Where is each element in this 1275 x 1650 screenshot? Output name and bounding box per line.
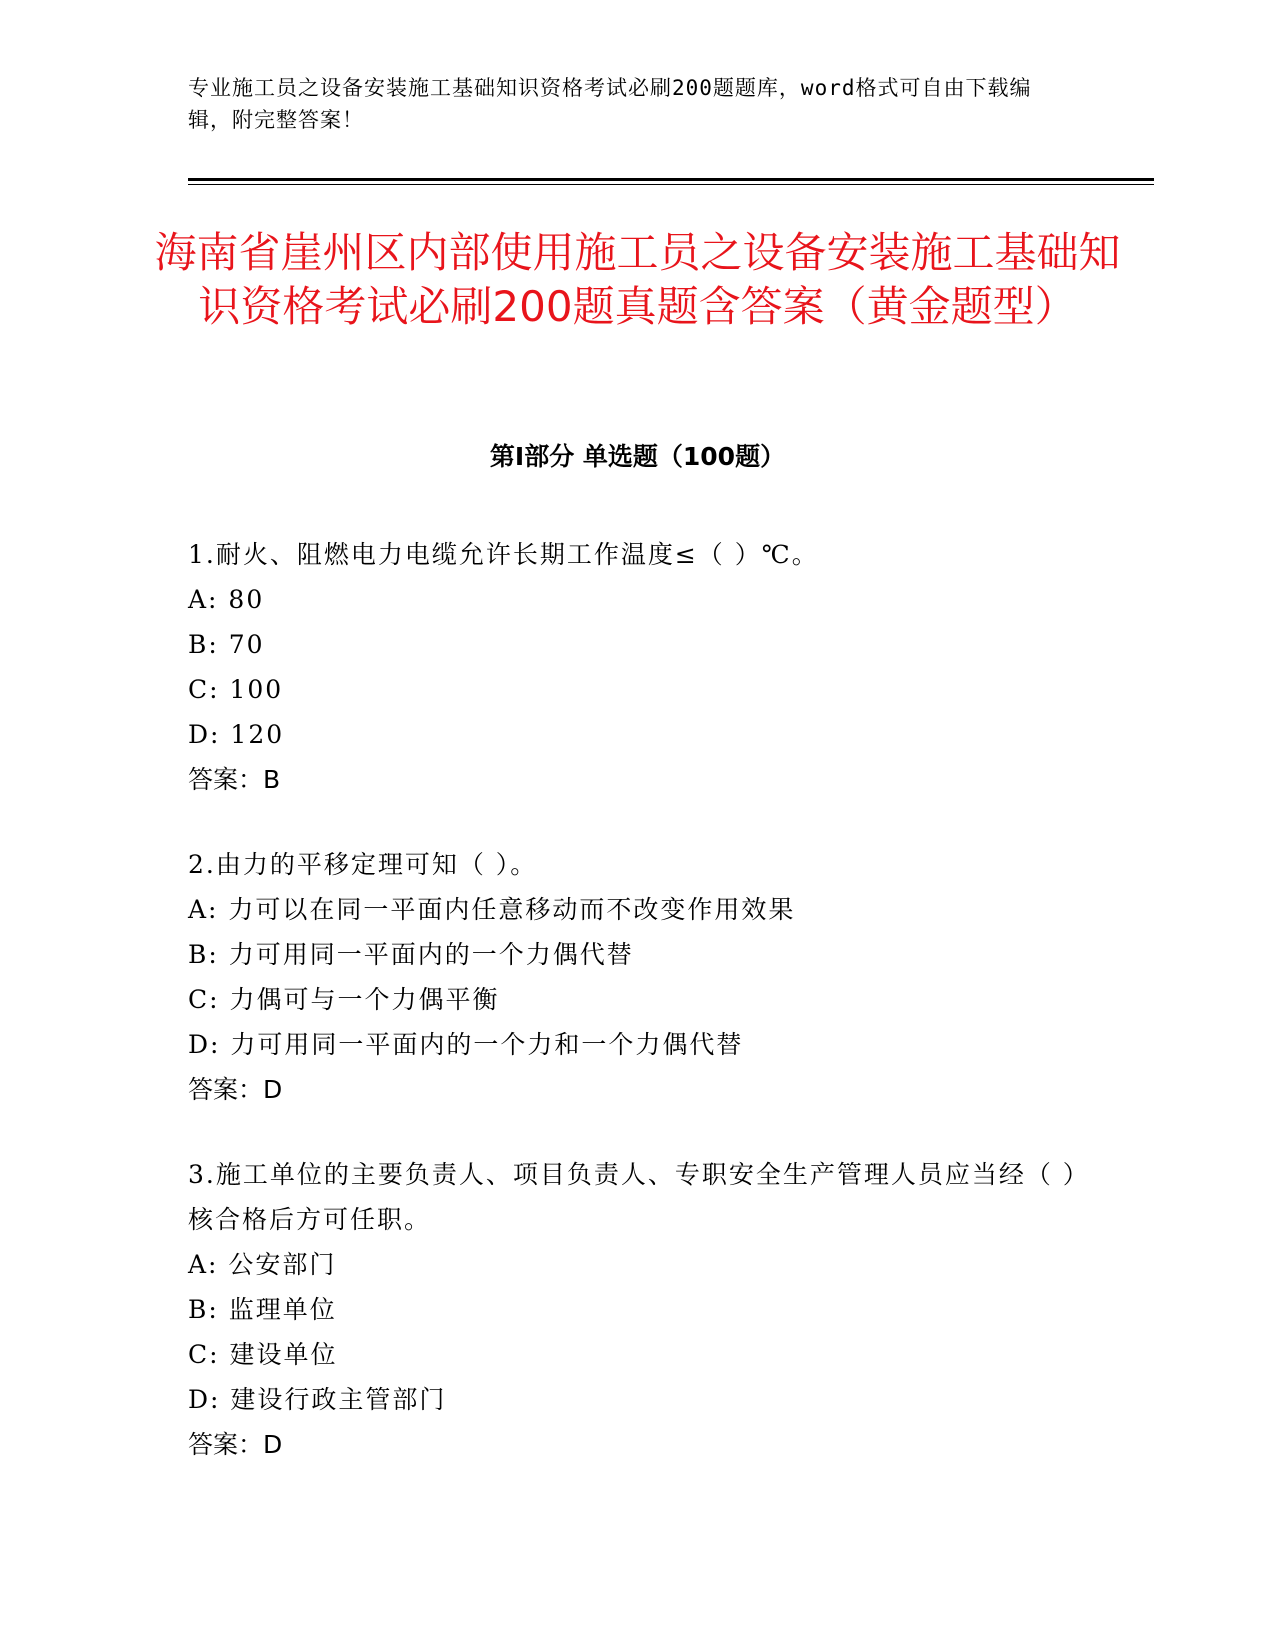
option-d: D: 建设行政主管部门 bbox=[188, 1385, 447, 1414]
question-item bbox=[188, 1152, 1078, 1467]
question-item bbox=[188, 842, 1078, 1112]
option-c: C: 100 bbox=[188, 675, 284, 704]
option-d: D: 120 bbox=[188, 720, 285, 749]
answer-line: 答案：D bbox=[188, 1430, 283, 1459]
option-a: A: 80 bbox=[188, 585, 265, 614]
answer-line: 答案：D bbox=[188, 1075, 283, 1104]
option-a: A: 力可以在同一平面内任意移动而不改变作用效果 bbox=[188, 895, 796, 924]
question-stem: 2.由力的平移定理可知（ ）。 bbox=[188, 850, 538, 879]
question-item bbox=[188, 532, 1078, 802]
option-b: B: 力可用同一平面内的一个力偶代替 bbox=[188, 940, 634, 969]
question-stem: 3.施工单位的主要负责人、项目负责人、专职安全生产管理人员应当经（ ）核合格后方可任职。 bbox=[188, 1160, 1078, 1234]
document-title: 海南省崖州区内部使用施工员之设备安装施工基础知识资格考试必刷200题真题含答案（黄金题型） bbox=[154, 228, 1121, 331]
option-d: D: 力可用同一平面内的一个力和一个力偶代替 bbox=[188, 1030, 744, 1059]
header-divider-thick bbox=[188, 178, 1154, 181]
header-note: 专业施工员之设备安装施工基础知识资格考试必刷200题题库，word格式可自由下载编辑，附完整答案！ bbox=[188, 76, 1032, 132]
option-b: B: 监理单位 bbox=[188, 1295, 337, 1324]
question-list bbox=[188, 532, 1078, 1507]
section-heading: 第I部分 单选题（100题） bbox=[489, 442, 786, 471]
question-stem: 1.耐火、阻燃电力电缆允许长期工作温度≤（ ）℃。 bbox=[188, 540, 819, 569]
option-c: C: 建设单位 bbox=[188, 1340, 338, 1369]
option-c: C: 力偶可与一个力偶平衡 bbox=[188, 985, 500, 1014]
answer-line: 答案：B bbox=[188, 765, 281, 794]
option-b: B: 70 bbox=[188, 630, 265, 659]
option-a: A: 公安部门 bbox=[188, 1250, 337, 1279]
header-divider-thin bbox=[188, 184, 1154, 185]
